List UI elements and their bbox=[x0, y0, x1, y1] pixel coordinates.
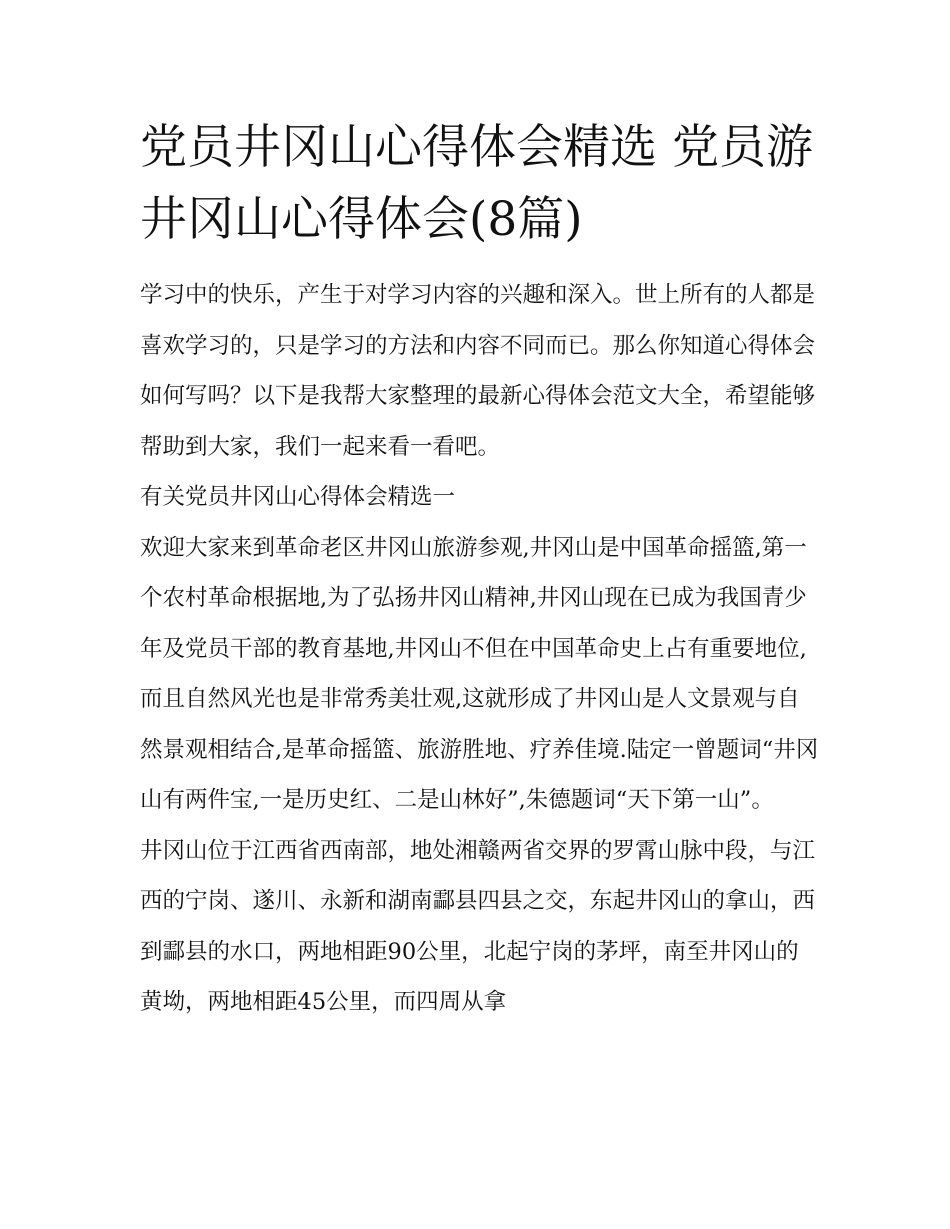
document-title: 党员井冈山心得体会精选 党员游井冈山心得体会(8篇) bbox=[140, 120, 813, 247]
body-paragraph: 欢迎大家来到革命老区井冈山旅游参观,井冈山是中国革命摇篮,第一个农村革命根据地,为了弘扬井冈山精神,井冈山现在已成为我国青少年及党员干部的教育基地,井冈山不但在中国革命史上占有重要地位,而且自然风光也是非常秀美壮观,这就形成了井冈山是人文景观与自然景观相结合,是革命摇篮、旅游胜地、疗养佳境.陆定一曾题词“井冈山有两件宝,一是历史红、二是山林好”,朱德题词“天下第一山”。 bbox=[140, 534, 819, 813]
body-paragraph: 井冈山位于江西省西南部，地处湘赣两省交界的罗霄山脉中段，与江西的宁岗、遂川、永新和湖南酃县四县之交，东起井冈山的拿山，西到酃县的水口，两地相距90公里，北起宁岗的茅坪，南至井冈山的黄坳，两地相距45公里，而四周从拿 bbox=[140, 837, 816, 1015]
intro-paragraph: 学习中的快乐，产生于对学习内容的兴趣和深入。世上所有的人都是喜欢学习的，只是学习的方法和内容不同而已。那么你知道心得体会如何写吗？以下是我帮大家整理的最新心得体会范文大全，希望能够帮助到大家，我们一起来看一看吧。 bbox=[140, 282, 816, 460]
document-page bbox=[140, 112, 820, 1028]
section-heading: 有关党员井冈山心得体会精选一 bbox=[140, 484, 456, 510]
